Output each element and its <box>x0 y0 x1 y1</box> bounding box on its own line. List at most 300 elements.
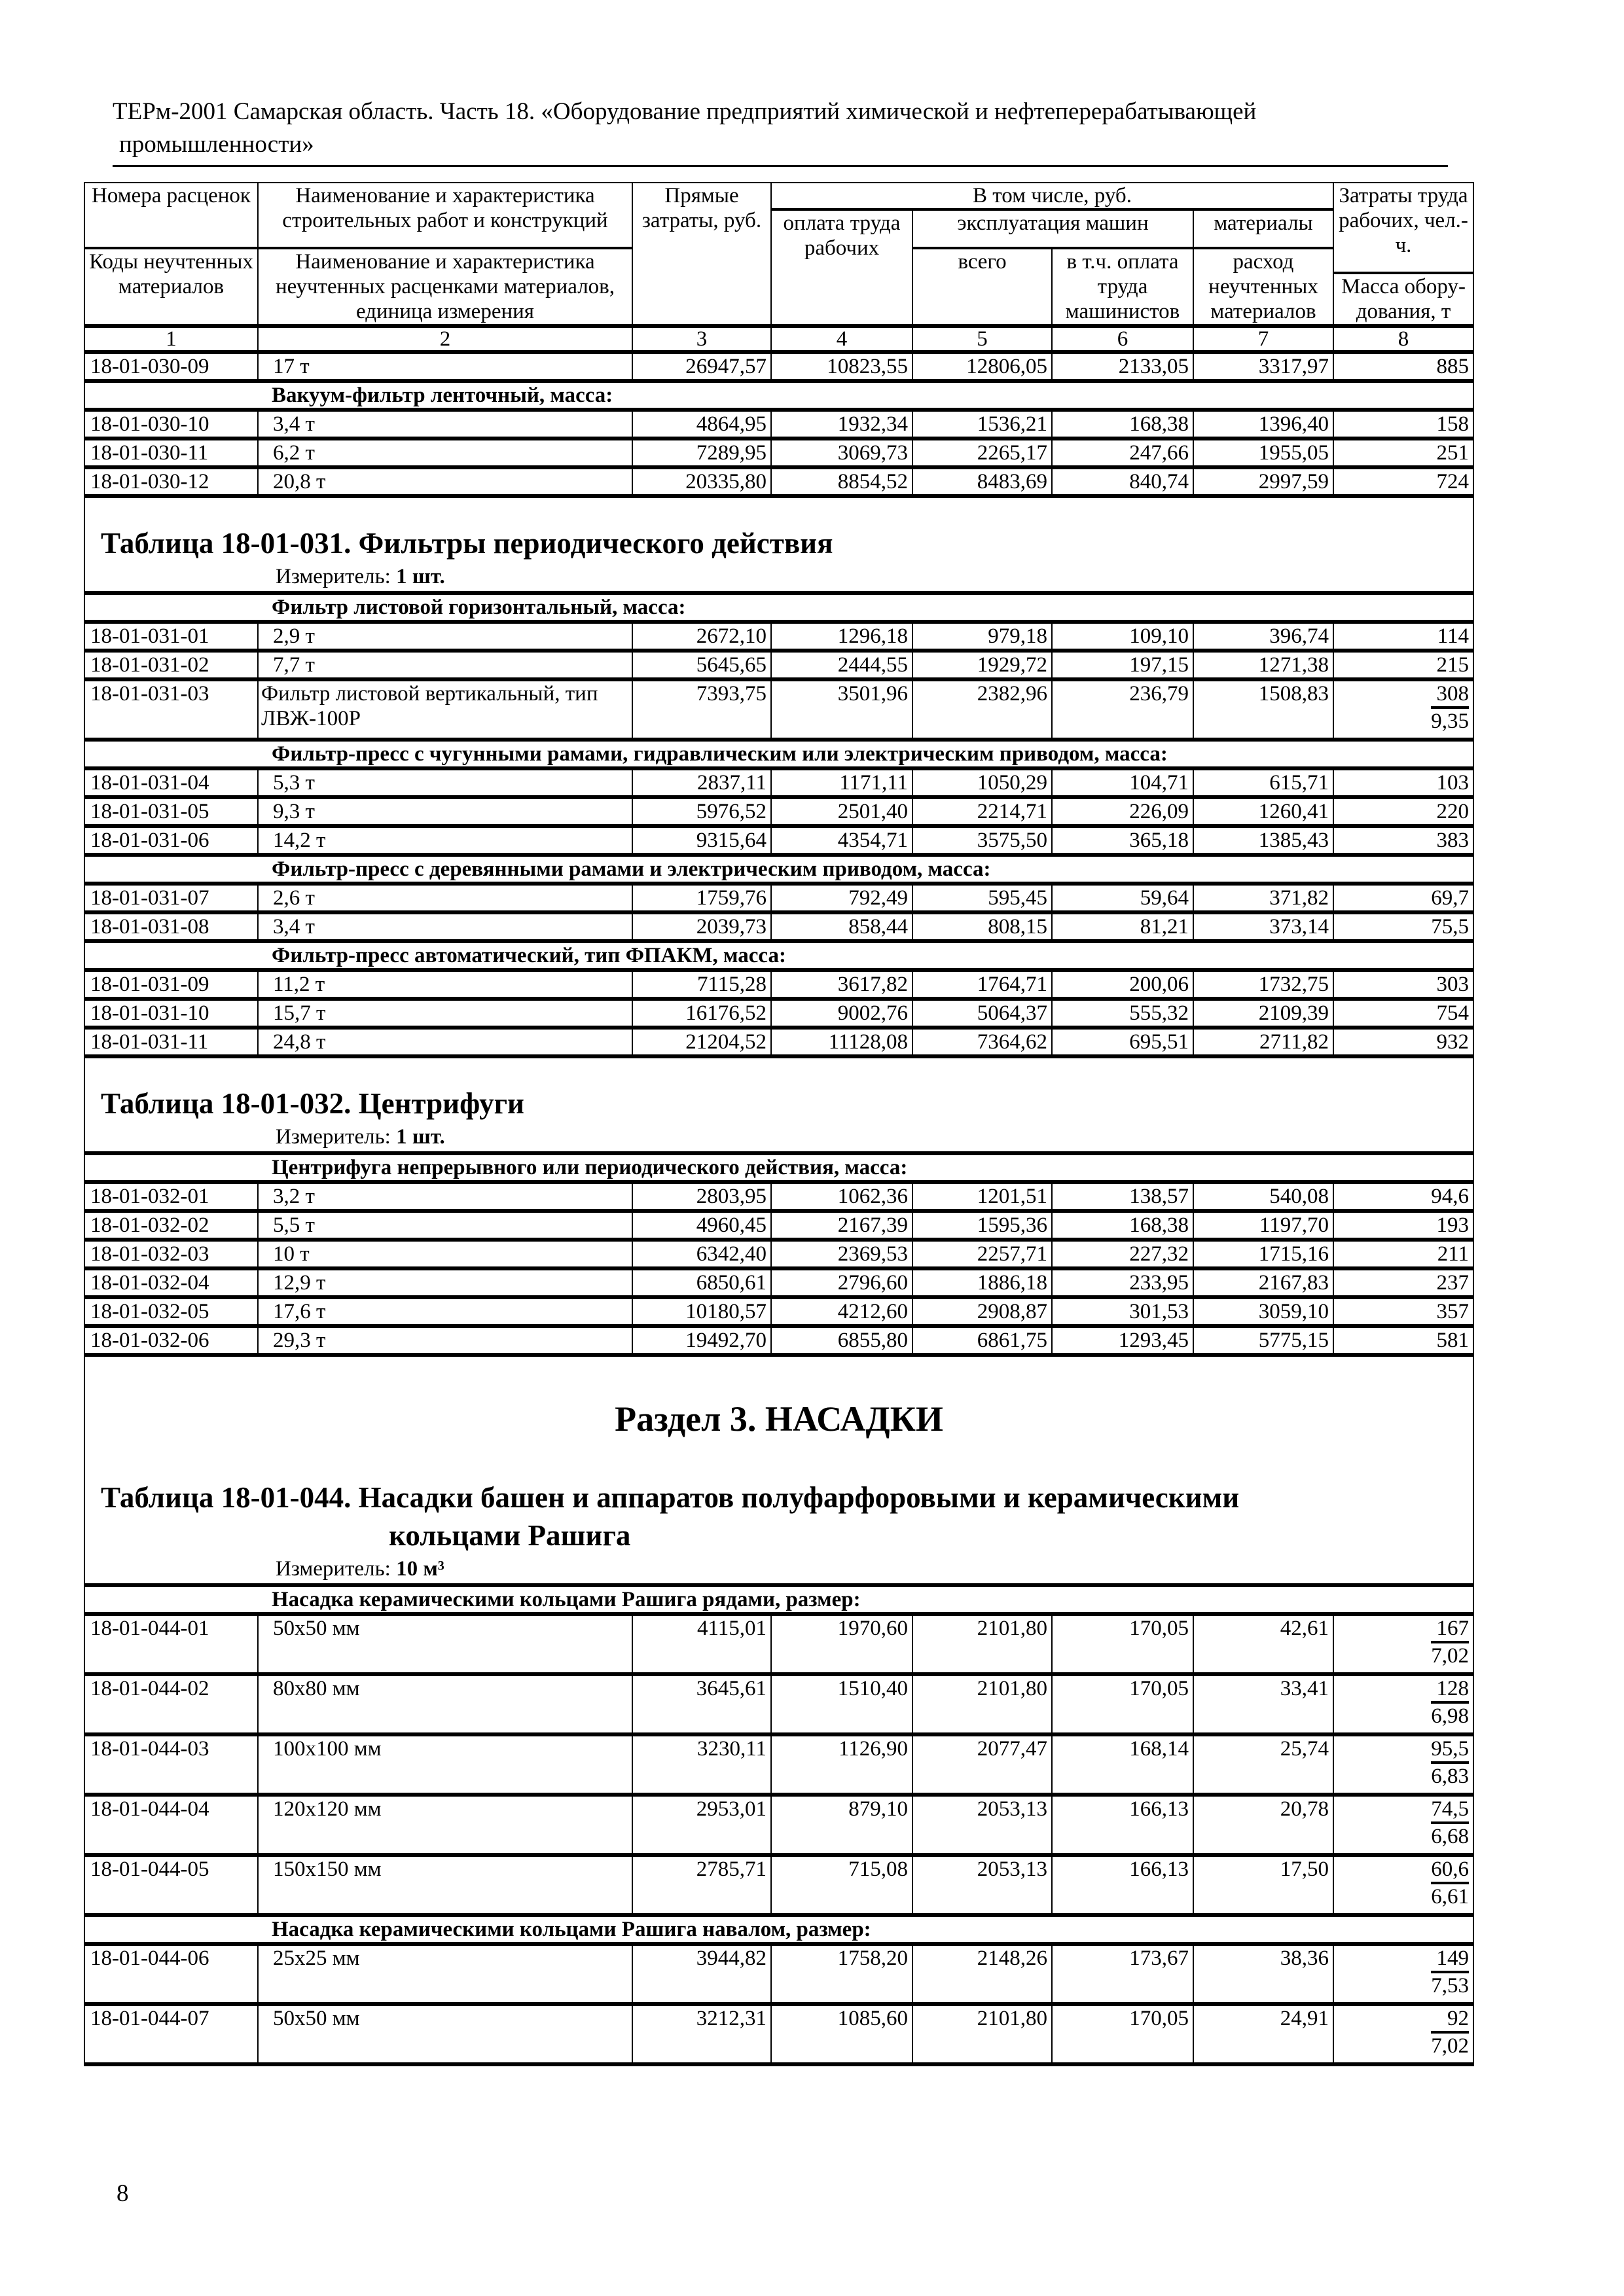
value-c6: 200,06 <box>1052 970 1193 999</box>
labor-cost-value: 220 <box>1333 797 1473 826</box>
table-row <box>84 1674 1473 1734</box>
measure <box>89 1122 1469 1151</box>
table-row <box>84 1795 1473 1855</box>
labor-cost-value: 193 <box>1333 1211 1473 1240</box>
table-row <box>84 768 1473 797</box>
rate-code: 18-01-031-04 <box>84 768 258 797</box>
value-c5: 2382,96 <box>912 679 1052 740</box>
value-c4: 1126,90 <box>771 1734 912 1795</box>
table-row <box>84 467 1473 496</box>
value-c3: 20335,80 <box>632 467 771 496</box>
value-c4: 9002,76 <box>771 999 912 1028</box>
rate-name: 7,7 т <box>258 651 632 679</box>
rate-name: 50x50 мм <box>258 2004 632 2064</box>
measure-label: Измеритель: <box>276 1557 391 1581</box>
rate-code: 18-01-044-03 <box>84 1734 258 1795</box>
header-line-1: ТЕРм-2001 Самарская область. Часть 18. «Оборудование предприятий химической и нефтеперерабатывающей <box>113 98 1257 125</box>
value-c3: 1759,76 <box>632 884 771 912</box>
value-c3: 21204,52 <box>632 1028 771 1056</box>
group-row <box>84 941 1473 970</box>
value-c7: 1197,70 <box>1193 1211 1333 1240</box>
value-c5: 2077,47 <box>912 1734 1052 1795</box>
table-row <box>84 970 1473 999</box>
value-c5: 5064,37 <box>912 999 1052 1028</box>
value-c4: 1510,40 <box>771 1674 912 1734</box>
value-c3: 7393,75 <box>632 679 771 740</box>
value-c4: 792,49 <box>771 884 912 912</box>
table-row <box>84 439 1473 467</box>
rate-name: 3,4 т <box>258 912 632 941</box>
group-label: Фильтр-пресс с чугунными рамами, гидравлическим или электрическим приводом, масса: <box>84 740 1473 768</box>
th-material-codes: Коды неучтенных материалов <box>84 248 258 326</box>
labor-cost-value: 357 <box>1333 1297 1473 1326</box>
value-c7: 1260,41 <box>1193 797 1333 826</box>
rate-code: 18-01-032-06 <box>84 1326 258 1355</box>
value-c7: 540,08 <box>1193 1182 1333 1211</box>
value-c7: 2109,39 <box>1193 999 1333 1028</box>
labor-cost-value: 308 <box>1431 681 1469 709</box>
value-c3: 2785,71 <box>632 1855 771 1915</box>
table-row <box>84 1326 1473 1355</box>
rate-code: 18-01-031-08 <box>84 912 258 941</box>
value-c7: 3317,97 <box>1193 352 1333 381</box>
rate-code: 18-01-044-04 <box>84 1795 258 1855</box>
th-direct-costs: Прямые затраты, руб. <box>632 183 771 326</box>
value-c5: 2101,80 <box>912 2004 1052 2064</box>
rate-code: 18-01-044-06 <box>84 1944 258 2004</box>
value-c5: 1050,29 <box>912 768 1052 797</box>
value-c4: 715,08 <box>771 1855 912 1915</box>
value-c6: 166,13 <box>1052 1795 1193 1855</box>
table-row <box>84 1855 1473 1915</box>
value-c6: 301,53 <box>1052 1297 1193 1326</box>
labor-cost-value: 581 <box>1333 1326 1473 1355</box>
rate-code: 18-01-031-02 <box>84 651 258 679</box>
rate-name: 2,9 т <box>258 622 632 651</box>
th-materials: материалы <box>1193 209 1333 248</box>
table-row <box>84 912 1473 941</box>
rate-code: 18-01-031-09 <box>84 970 258 999</box>
labor-mass-cell <box>1333 1944 1473 2004</box>
value-c5: 3575,50 <box>912 826 1052 855</box>
table-end <box>84 2064 1473 2066</box>
value-c7: 396,74 <box>1193 622 1333 651</box>
value-c4: 1758,20 <box>771 1944 912 2004</box>
labor-cost-value: 383 <box>1333 826 1473 855</box>
column-number: 4 <box>771 326 912 352</box>
table-title-line-2: кольцами Рашига <box>389 1519 631 1552</box>
th-material-name: Наименование и характеристика неучтенных расценками материалов, единица измерения <box>258 248 632 326</box>
rate-name: 50x50 мм <box>258 1614 632 1674</box>
labor-cost-value: 754 <box>1333 999 1473 1028</box>
value-c4: 2167,39 <box>771 1211 912 1240</box>
labor-mass-cell <box>1333 1614 1473 1674</box>
table-row <box>84 1182 1473 1211</box>
value-c4: 2501,40 <box>771 797 912 826</box>
table-title: Таблица 18-01-032. Центрифуги <box>101 1087 524 1120</box>
value-c6: 168,14 <box>1052 1734 1193 1795</box>
value-c7: 1715,16 <box>1193 1240 1333 1268</box>
value-c3: 2837,11 <box>632 768 771 797</box>
value-c3: 3212,31 <box>632 2004 771 2064</box>
labor-cost-value: 158 <box>1333 410 1473 439</box>
table-row <box>84 1211 1473 1240</box>
labor-mass-cell <box>1333 2004 1473 2064</box>
value-c4: 3617,82 <box>771 970 912 999</box>
value-c6: 695,51 <box>1052 1028 1193 1056</box>
value-c5: 2101,80 <box>912 1614 1052 1674</box>
table-row <box>84 410 1473 439</box>
value-c3: 3645,61 <box>632 1674 771 1734</box>
value-c5: 2908,87 <box>912 1297 1052 1326</box>
th-machines: эксплуатация машин <box>912 209 1193 248</box>
table-row <box>84 884 1473 912</box>
value-c6: 166,13 <box>1052 1855 1193 1915</box>
rate-name: 3,2 т <box>258 1182 632 1211</box>
value-c7: 1732,75 <box>1193 970 1333 999</box>
value-c6: 365,18 <box>1052 826 1193 855</box>
measure <box>89 562 1469 591</box>
table-row <box>84 2004 1473 2064</box>
labor-mass-cell <box>1333 1674 1473 1734</box>
value-c7: 38,36 <box>1193 1944 1333 2004</box>
labor-cost-value: 303 <box>1333 970 1473 999</box>
labor-cost-value: 149 <box>1431 1946 1469 1973</box>
table-row <box>84 622 1473 651</box>
value-c5: 595,45 <box>912 884 1052 912</box>
labor-cost-value: 237 <box>1333 1268 1473 1297</box>
value-c3: 4864,95 <box>632 410 771 439</box>
value-c3: 2953,01 <box>632 1795 771 1855</box>
labor-cost-value: 94,6 <box>1333 1182 1473 1211</box>
value-c3: 7289,95 <box>632 439 771 467</box>
value-c7: 1955,05 <box>1193 439 1333 467</box>
table-row <box>84 1734 1473 1795</box>
value-c7: 2167,83 <box>1193 1268 1333 1297</box>
value-c3: 4960,45 <box>632 1211 771 1240</box>
value-c7: 3059,10 <box>1193 1297 1333 1326</box>
labor-cost-value: 167 <box>1431 1616 1469 1643</box>
th-materials-use: расход неучтенных материалов <box>1193 248 1333 326</box>
rate-code: 18-01-031-05 <box>84 797 258 826</box>
price-table-frame <box>84 182 1471 2066</box>
th-work-name: Наименование и характеристика строительных работ и конструкций <box>258 183 632 248</box>
value-c5: 1929,72 <box>912 651 1052 679</box>
value-c4: 11128,08 <box>771 1028 912 1056</box>
rate-name: 11,2 т <box>258 970 632 999</box>
value-c6: 81,21 <box>1052 912 1193 941</box>
rate-code: 18-01-031-03 <box>84 679 258 740</box>
rate-code: 18-01-031-01 <box>84 622 258 651</box>
rate-name: 12,9 т <box>258 1268 632 1297</box>
table-row <box>84 999 1473 1028</box>
rate-name: 150x150 мм <box>258 1855 632 1915</box>
value-c4: 1062,36 <box>771 1182 912 1211</box>
value-c6: 104,71 <box>1052 768 1193 797</box>
equipment-mass-value: 6,68 <box>1431 1825 1470 1848</box>
table-title: Таблица 18-01-031. Фильтры периодического действия <box>101 527 833 560</box>
equipment-mass-value: 7,53 <box>1431 1974 1470 1998</box>
group-label: Центрифуга непрерывного или периодического действия, масса: <box>84 1153 1473 1182</box>
rate-code: 18-01-044-02 <box>84 1674 258 1734</box>
value-c4: 2444,55 <box>771 651 912 679</box>
page-number: 8 <box>117 2180 129 2207</box>
value-c4: 8854,52 <box>771 467 912 496</box>
equipment-mass-value: 6,83 <box>1431 1765 1470 1788</box>
labor-cost-value: 211 <box>1333 1240 1473 1268</box>
value-c4: 2796,60 <box>771 1268 912 1297</box>
value-c4: 2369,53 <box>771 1240 912 1268</box>
measure-label: Измеритель: <box>276 565 391 588</box>
table-row <box>84 826 1473 855</box>
value-c6: 236,79 <box>1052 679 1193 740</box>
value-c3: 7115,28 <box>632 970 771 999</box>
value-c4: 10823,55 <box>771 352 912 381</box>
group-row <box>84 1153 1473 1182</box>
table-title-line-1: Таблица 18-01-044. Насадки башен и аппаратов полуфарфоровыми и керамическими <box>101 1481 1240 1514</box>
table-032-heading <box>84 1056 1473 1153</box>
rate-name: 9,3 т <box>258 797 632 826</box>
equipment-mass-value: 7,02 <box>1431 2034 1470 2058</box>
rate-name: 5,5 т <box>258 1211 632 1240</box>
column-number: 3 <box>632 326 771 352</box>
th-labor-cost: Затраты труда рабочих, чел.-ч. <box>1333 183 1473 273</box>
value-c7: 24,91 <box>1193 2004 1333 2064</box>
value-c7: 1396,40 <box>1193 410 1333 439</box>
labor-cost-value: 724 <box>1333 467 1473 496</box>
group-label: Насадка керамическими кольцами Рашига навалом, размер: <box>84 1915 1473 1944</box>
section-title: Раздел 3. НАСАДКИ <box>615 1399 943 1439</box>
rate-code: 18-01-031-07 <box>84 884 258 912</box>
value-c4: 858,44 <box>771 912 912 941</box>
value-c5: 12806,05 <box>912 352 1052 381</box>
value-c5: 2214,71 <box>912 797 1052 826</box>
rate-name: 100x100 мм <box>258 1734 632 1795</box>
rate-name: 29,3 т <box>258 1326 632 1355</box>
labor-cost-value: 69,7 <box>1333 884 1473 912</box>
rate-name: 120x120 мм <box>258 1795 632 1855</box>
table-row <box>84 352 1473 381</box>
value-c7: 20,78 <box>1193 1795 1333 1855</box>
equipment-mass-value: 6,61 <box>1431 1885 1470 1909</box>
value-c6: 555,32 <box>1052 999 1193 1028</box>
value-c3: 5645,65 <box>632 651 771 679</box>
rate-code: 18-01-044-05 <box>84 1855 258 1915</box>
labor-mass-cell <box>1333 1795 1473 1855</box>
equipment-mass-value: 9,35 <box>1431 709 1470 733</box>
value-c6: 170,05 <box>1052 2004 1193 2064</box>
labor-cost-value: 885 <box>1333 352 1473 381</box>
labor-cost-value: 74,5 <box>1431 1797 1469 1824</box>
value-c5: 1595,36 <box>912 1211 1052 1240</box>
rate-code: 18-01-031-06 <box>84 826 258 855</box>
group-label: Насадка керамическими кольцами Рашига рядами, размер: <box>84 1585 1473 1614</box>
rate-code: 18-01-030-10 <box>84 410 258 439</box>
table-row <box>84 1240 1473 1268</box>
value-c6: 2133,05 <box>1052 352 1193 381</box>
value-c4: 1932,34 <box>771 410 912 439</box>
table-title <box>89 1442 1469 1554</box>
value-c7: 5775,15 <box>1193 1326 1333 1355</box>
rate-code: 18-01-032-01 <box>84 1182 258 1211</box>
rate-code: 18-01-030-09 <box>84 352 258 381</box>
value-c3: 4115,01 <box>632 1614 771 1674</box>
header-row-1 <box>84 183 1473 209</box>
group-row <box>84 1915 1473 1944</box>
value-c6: 109,10 <box>1052 622 1193 651</box>
value-c7: 25,74 <box>1193 1734 1333 1795</box>
table-row <box>84 679 1473 740</box>
labor-mass-cell <box>1333 679 1473 740</box>
value-c3: 2672,10 <box>632 622 771 651</box>
value-c4: 879,10 <box>771 1795 912 1855</box>
value-c4: 3069,73 <box>771 439 912 467</box>
value-c6: 227,32 <box>1052 1240 1193 1268</box>
value-c7: 1385,43 <box>1193 826 1333 855</box>
table-row <box>84 797 1473 826</box>
rate-name: 17,6 т <box>258 1297 632 1326</box>
value-c4: 1085,60 <box>771 2004 912 2064</box>
labor-cost-value: 128 <box>1431 1676 1469 1704</box>
labor-cost-value: 75,5 <box>1333 912 1473 941</box>
rate-code: 18-01-031-11 <box>84 1028 258 1056</box>
th-machines-total: всего <box>912 248 1052 326</box>
value-c6: 59,64 <box>1052 884 1193 912</box>
value-c6: 170,05 <box>1052 1614 1193 1674</box>
labor-cost-value: 92 <box>1431 2006 1469 2034</box>
running-header <box>113 96 1448 161</box>
value-c4: 6855,80 <box>771 1326 912 1355</box>
value-c6: 226,09 <box>1052 797 1193 826</box>
rate-code: 18-01-030-12 <box>84 467 258 496</box>
rate-code: 18-01-032-05 <box>84 1297 258 1326</box>
value-c5: 1201,51 <box>912 1182 1052 1211</box>
measure <box>89 1554 1469 1583</box>
value-c6: 1293,45 <box>1052 1326 1193 1355</box>
th-in-total: В том числе, руб. <box>771 183 1333 209</box>
equipment-mass-value: 7,02 <box>1431 1644 1470 1668</box>
value-c7: 42,61 <box>1193 1614 1333 1674</box>
table-044-heading <box>84 1355 1473 1585</box>
table-row <box>84 1268 1473 1297</box>
group-label: Фильтр-пресс автоматический, тип ФПАКМ, масса: <box>84 941 1473 970</box>
column-number: 6 <box>1052 326 1193 352</box>
value-c3: 2803,95 <box>632 1182 771 1211</box>
table-031-heading <box>84 496 1473 593</box>
value-c5: 8483,69 <box>912 467 1052 496</box>
labor-cost-value: 95,5 <box>1431 1736 1469 1764</box>
value-c3: 9315,64 <box>632 826 771 855</box>
value-c3: 3230,11 <box>632 1734 771 1795</box>
value-c4: 1970,60 <box>771 1614 912 1674</box>
value-c5: 6861,75 <box>912 1326 1052 1355</box>
column-number: 1 <box>84 326 258 352</box>
value-c5: 2257,71 <box>912 1240 1052 1268</box>
value-c4: 4212,60 <box>771 1297 912 1326</box>
price-table <box>84 182 1474 2066</box>
rate-name: 20,8 т <box>258 467 632 496</box>
labor-cost-value: 215 <box>1333 651 1473 679</box>
value-c5: 1764,71 <box>912 970 1052 999</box>
value-c3: 2039,73 <box>632 912 771 941</box>
th-equipment-mass: Масса обору-дования, т <box>1333 273 1473 326</box>
rate-name: 10 т <box>258 1240 632 1268</box>
value-c5: 1886,18 <box>912 1268 1052 1297</box>
rate-name: 25x25 мм <box>258 1944 632 2004</box>
rate-code: 18-01-044-01 <box>84 1614 258 1674</box>
value-c7: 17,50 <box>1193 1855 1333 1915</box>
value-c3: 5976,52 <box>632 797 771 826</box>
rate-name: 80x80 мм <box>258 1674 632 1734</box>
table-row <box>84 1297 1473 1326</box>
measure-value: 1 шт. <box>396 565 445 588</box>
table-row <box>84 1614 1473 1674</box>
value-c5: 2101,80 <box>912 1674 1052 1734</box>
value-c6: 138,57 <box>1052 1182 1193 1211</box>
value-c5: 1536,21 <box>912 410 1052 439</box>
value-c5: 979,18 <box>912 622 1052 651</box>
group-row <box>84 1585 1473 1614</box>
equipment-mass-value: 6,98 <box>1431 1704 1470 1728</box>
rate-code: 18-01-032-03 <box>84 1240 258 1268</box>
column-numbers-row <box>84 326 1473 352</box>
value-c5: 2265,17 <box>912 439 1052 467</box>
value-c3: 26947,57 <box>632 352 771 381</box>
value-c6: 168,38 <box>1052 1211 1193 1240</box>
rate-name: 3,4 т <box>258 410 632 439</box>
value-c6: 173,67 <box>1052 1944 1193 2004</box>
group-row <box>84 740 1473 768</box>
labor-mass-cell <box>1333 1734 1473 1795</box>
value-c3: 19492,70 <box>632 1326 771 1355</box>
value-c5: 2053,13 <box>912 1855 1052 1915</box>
value-c6: 840,74 <box>1052 467 1193 496</box>
rate-name: 15,7 т <box>258 999 632 1028</box>
labor-mass-cell <box>1333 1855 1473 1915</box>
value-c7: 1271,38 <box>1193 651 1333 679</box>
group-label: Фильтр листовой горизонтальный, масса: <box>84 593 1473 622</box>
labor-cost-value: 103 <box>1333 768 1473 797</box>
value-c5: 7364,62 <box>912 1028 1052 1056</box>
column-number: 8 <box>1333 326 1473 352</box>
table-row <box>84 1028 1473 1056</box>
measure-value: 1 шт. <box>396 1125 445 1149</box>
rate-name: 2,6 т <box>258 884 632 912</box>
value-c3: 16176,52 <box>632 999 771 1028</box>
labor-cost-value: 932 <box>1333 1028 1473 1056</box>
rate-code: 18-01-032-02 <box>84 1211 258 1240</box>
value-c6: 233,95 <box>1052 1268 1193 1297</box>
rate-name: Фильтр листовой вертикальный, тип ЛВЖ-100Р <box>258 679 632 740</box>
measure-value: 10 м³ <box>396 1557 444 1581</box>
value-c6: 170,05 <box>1052 1674 1193 1734</box>
value-c7: 33,41 <box>1193 1674 1333 1734</box>
table-row <box>84 1944 1473 2004</box>
rate-code: 18-01-032-04 <box>84 1268 258 1297</box>
group-label: Фильтр-пресс с деревянными рамами и электрическим приводом, масса: <box>84 855 1473 884</box>
group-row <box>84 593 1473 622</box>
value-c7: 371,82 <box>1193 884 1333 912</box>
rate-code: 18-01-030-11 <box>84 439 258 467</box>
rate-name: 6,2 т <box>258 439 632 467</box>
value-c7: 1508,83 <box>1193 679 1333 740</box>
rate-name: 24,8 т <box>258 1028 632 1056</box>
rate-name: 5,3 т <box>258 768 632 797</box>
labor-cost-value: 60,6 <box>1431 1857 1469 1884</box>
labor-cost-value: 114 <box>1333 622 1473 651</box>
th-rate-numbers: Номера расценок <box>84 183 258 248</box>
table-row <box>84 651 1473 679</box>
